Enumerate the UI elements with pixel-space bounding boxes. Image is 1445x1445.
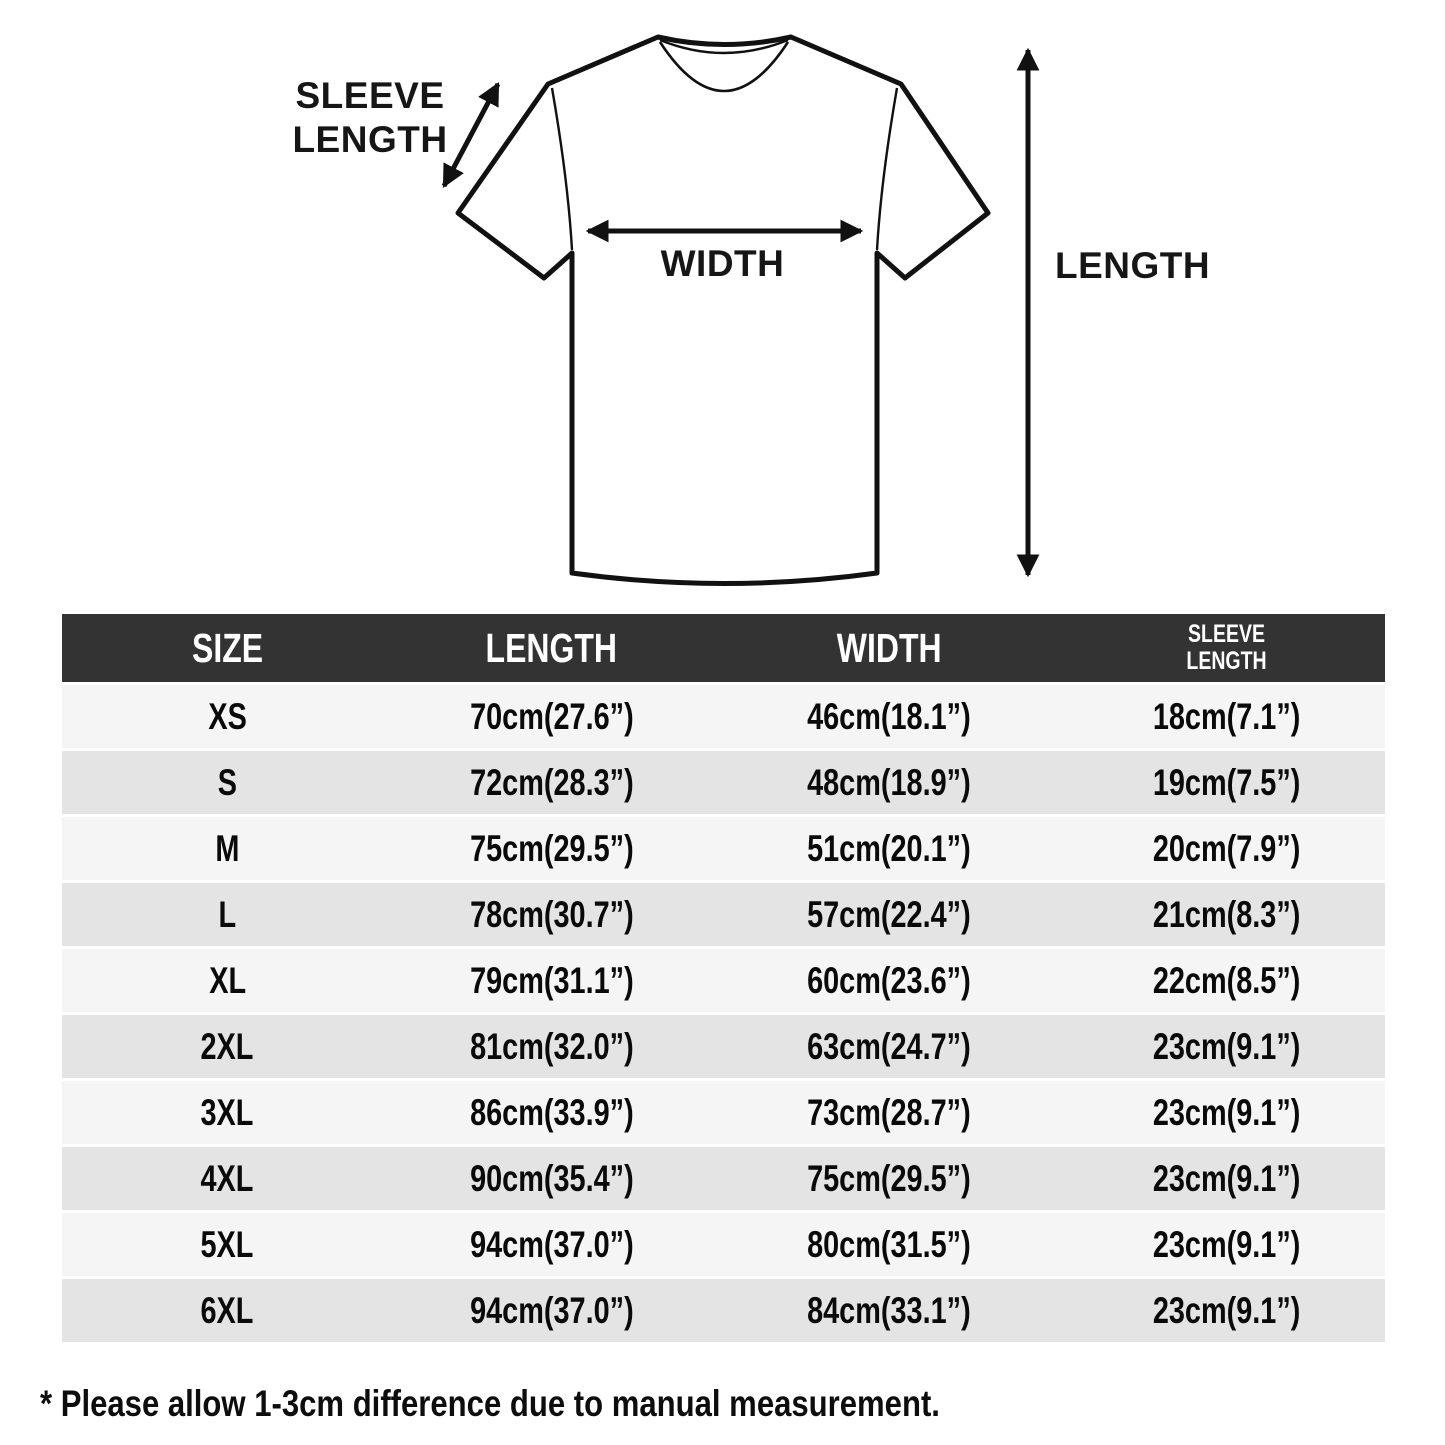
- table-row: [62, 883, 1385, 946]
- measurement-cell: [1067, 883, 1385, 946]
- measurement-disclaimer-text: * Please allow 1-3cm difference due to manual measurement.: [40, 1383, 940, 1424]
- cell-text: 6XL: [200, 1289, 254, 1331]
- measurement-disclaimer: [40, 1383, 1111, 1425]
- size-cell: [62, 751, 393, 814]
- cell-text: 48cm(18.9”): [807, 761, 971, 803]
- cell-text: M: [215, 827, 240, 869]
- measurement-cell: [710, 1279, 1067, 1342]
- cell-text: 5XL: [200, 1223, 254, 1265]
- measurement-cell: [1067, 949, 1385, 1012]
- cell-text: 20cm(7.9”): [1152, 827, 1301, 869]
- measurement-cell: [393, 1279, 711, 1342]
- size-cell: [62, 817, 393, 880]
- sleeve-length-label: SLEEVE LENGTH: [292, 75, 448, 160]
- table-row: [62, 949, 1385, 1012]
- measurement-cell: [393, 1081, 711, 1144]
- cell-text: 57cm(22.4”): [807, 893, 971, 935]
- measurement-cell: [1067, 1081, 1385, 1144]
- cell-text: 3XL: [200, 1091, 254, 1133]
- column-header-sleeve-length-label: SLEEVE LENGTH: [1186, 620, 1267, 675]
- cell-text: 23cm(9.1”): [1152, 1025, 1301, 1067]
- measurement-cell: [710, 751, 1067, 814]
- measurement-cell: [1067, 685, 1385, 748]
- cell-text: 72cm(28.3”): [469, 761, 634, 803]
- measurement-cell: [1067, 1213, 1385, 1276]
- column-header-width-label: WIDTH: [836, 624, 942, 671]
- cell-text: 70cm(27.6”): [469, 695, 634, 737]
- measurement-cell: [393, 751, 711, 814]
- cell-text: 94cm(37.0”): [469, 1289, 634, 1331]
- size-cell: [62, 1081, 393, 1144]
- table-row: [62, 751, 1385, 814]
- measurement-cell: [393, 883, 711, 946]
- measurement-cell: [393, 685, 711, 748]
- measurement-cell: [1067, 751, 1385, 814]
- cell-text: 73cm(28.7”): [807, 1091, 971, 1133]
- column-header-length: [393, 614, 711, 682]
- cell-text: 90cm(35.4”): [469, 1157, 634, 1199]
- measurement-cell: [710, 685, 1067, 748]
- measurement-cell: [710, 1213, 1067, 1276]
- size-cell: [62, 685, 393, 748]
- cell-text: 22cm(8.5”): [1152, 959, 1301, 1001]
- cell-text: 86cm(33.9”): [469, 1091, 634, 1133]
- size-cell: [62, 1147, 393, 1210]
- measurement-cell: [393, 1147, 711, 1210]
- table-row: [62, 1015, 1385, 1078]
- cell-text: 23cm(9.1”): [1152, 1223, 1301, 1265]
- cell-text: S: [217, 761, 238, 803]
- tshirt-measurement-diagram: [0, 0, 1445, 610]
- measurement-cell: [1067, 1279, 1385, 1342]
- table-row: [62, 1147, 1385, 1210]
- measurement-cell: [710, 883, 1067, 946]
- measurement-cell: [710, 1081, 1067, 1144]
- table-row: [62, 1279, 1385, 1342]
- size-cell: [62, 949, 393, 1012]
- cell-text: 2XL: [200, 1025, 254, 1067]
- cell-text: 51cm(20.1”): [807, 827, 971, 869]
- cell-text: 23cm(9.1”): [1152, 1157, 1301, 1199]
- cell-text: 84cm(33.1”): [807, 1289, 971, 1331]
- size-table: [62, 614, 1385, 1345]
- cell-text: 78cm(30.7”): [469, 893, 634, 935]
- cell-text: 46cm(18.1”): [807, 695, 971, 737]
- cell-text: 79cm(31.1”): [469, 959, 634, 1001]
- size-cell: [62, 1279, 393, 1342]
- cell-text: 23cm(9.1”): [1152, 1091, 1301, 1133]
- cell-text: 23cm(9.1”): [1152, 1289, 1301, 1331]
- table-row: [62, 817, 1385, 880]
- column-header-width: [710, 614, 1067, 682]
- tshirt-outline: [458, 37, 988, 584]
- column-header-length-label: LENGTH: [485, 624, 618, 671]
- measurement-cell: [393, 1015, 711, 1078]
- column-header-size-label: SIZE: [191, 624, 263, 671]
- cell-text: XS: [208, 695, 247, 737]
- measurement-cell: [710, 1015, 1067, 1078]
- measurement-cell: [710, 949, 1067, 1012]
- cell-text: 18cm(7.1”): [1152, 695, 1301, 737]
- measurement-cell: [1067, 817, 1385, 880]
- measurement-cell: [393, 1213, 711, 1276]
- measurement-cell: [710, 817, 1067, 880]
- table-row: [62, 1213, 1385, 1276]
- cell-text: 21cm(8.3”): [1152, 893, 1301, 935]
- measurement-cell: [710, 1147, 1067, 1210]
- table-body: [62, 685, 1385, 1342]
- cell-text: L: [218, 893, 237, 935]
- size-cell: [62, 1213, 393, 1276]
- table-row: [62, 685, 1385, 748]
- size-cell: [62, 1015, 393, 1078]
- cell-text: 4XL: [200, 1157, 254, 1199]
- measurement-cell: [1067, 1015, 1385, 1078]
- measurement-cell: [1067, 1147, 1385, 1210]
- size-cell: [62, 883, 393, 946]
- column-header-size: [62, 614, 393, 682]
- measurement-cell: [393, 817, 711, 880]
- cell-text: 60cm(23.6”): [807, 959, 971, 1001]
- cell-text: 75cm(29.5”): [469, 827, 634, 869]
- measurement-cell: [393, 949, 711, 1012]
- cell-text: 63cm(24.7”): [807, 1025, 971, 1067]
- column-header-sleeve-length: [1067, 614, 1385, 682]
- cell-text: 75cm(29.5”): [807, 1157, 971, 1199]
- cell-text: 94cm(37.0”): [469, 1223, 634, 1265]
- cell-text: XL: [208, 959, 246, 1001]
- length-label: LENGTH: [1055, 245, 1211, 286]
- cell-text: 81cm(32.0”): [469, 1025, 634, 1067]
- cell-text: 80cm(31.5”): [807, 1223, 971, 1265]
- table-header-row: [62, 614, 1385, 682]
- width-label: WIDTH: [660, 243, 785, 284]
- table-row: [62, 1081, 1385, 1144]
- cell-text: 19cm(7.5”): [1152, 761, 1301, 803]
